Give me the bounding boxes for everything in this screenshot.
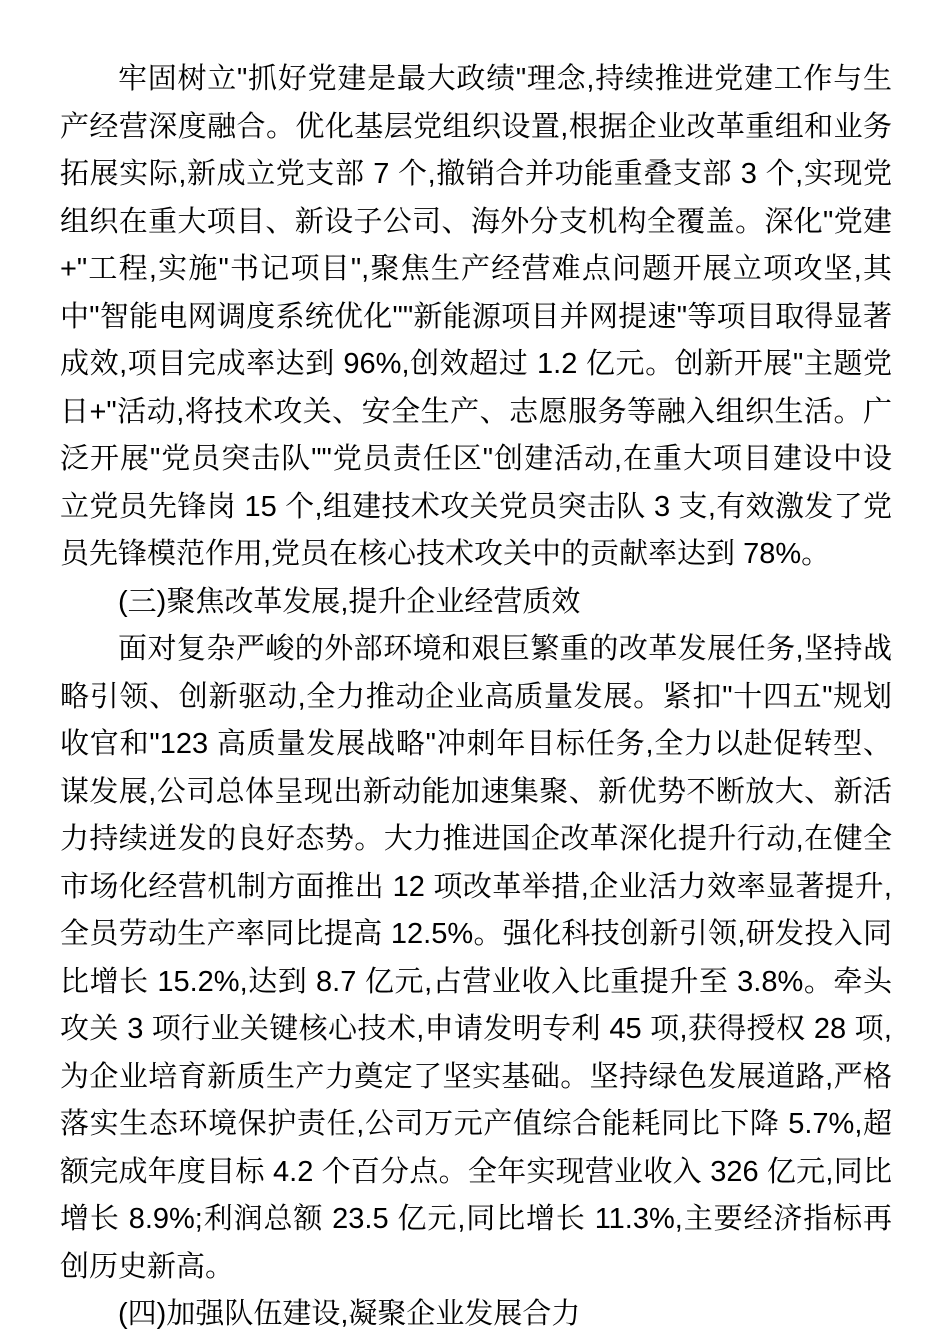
document-text-block: [60, 56, 892, 1339]
heading-section-three: (三)聚焦改革发展,提升企业经营质效: [118, 585, 581, 618]
paragraph-reform-development: 面对复杂严峻的外部环境和艰巨繁重的改革发展任务,坚持战略引领、创新驱动,全力推动企业高质量发展。紧扣"十四五"规划收官和"123 高质量发展战略"冲刺年目标任务,全力以赴促转型、谋发展,公司总体呈现出新动能加速集聚、新优势不断放大、新活力持续迸发的良好态势。大力推进国企改革深化提升行动,在健全市场化经营机制方面推出 12 项改革举措,企业活力效率显著提升,全员劳动生产率同比提高 12.5%。强化科技创新引领,研发投入同比增长 15.2%,达到 8.7 亿元,占营业收入比重提升至 3.8%。牵头攻关 3 项行业关键核心技术,申请发明专利 45 项,获得授权 28 项,为企业培育新质生产力奠定了坚实基础。坚持绿色发展道路,严格落实生态环境保护责任,公司万元产值综合能耗同比下降 5.7%,超额完成年度目标 4.2 个百分点。全年实现营业收入 326 亿元,同比增长 8.9%;利润总额 23.5 亿元,同比增长 11.3%,主要经济指标再创历史新高。: [60, 633, 892, 1283]
paragraph-party-building: 牢固树立"抓好党建是最大政绩"理念,持续推进党建工作与生产经营深度融合。优化基层党组织设置,根据企业改革重组和业务拓展实际,新成立党支部 7 个,撤销合并功能重叠支部 3 个,实现党组织在重大项目、新设子公司、海外分支机构全覆盖。深化"党建+"工程,实施"书记项目",聚焦生产经营难点问题开展立项攻坚,其中"智能电网调度系统优化""新能源项目并网提速"等项目取得显著成效,项目完成率达到 96%,创效超过 1.2 亿元。创新开展"主题党日+"活动,将技术攻关、安全生产、志愿服务等融入组织生活。广泛开展"党员突击队""党员责任区"创建活动,在重大项目建设中设立党员先锋岗 15 个,组建技术攻关党员突击队 3 支,有效激发了党员先锋模范作用,党员在核心技术攻关中的贡献率达到 78%。: [60, 63, 892, 570]
heading-section-four: (四)加强队伍建设,凝聚企业发展合力: [118, 1298, 581, 1330]
